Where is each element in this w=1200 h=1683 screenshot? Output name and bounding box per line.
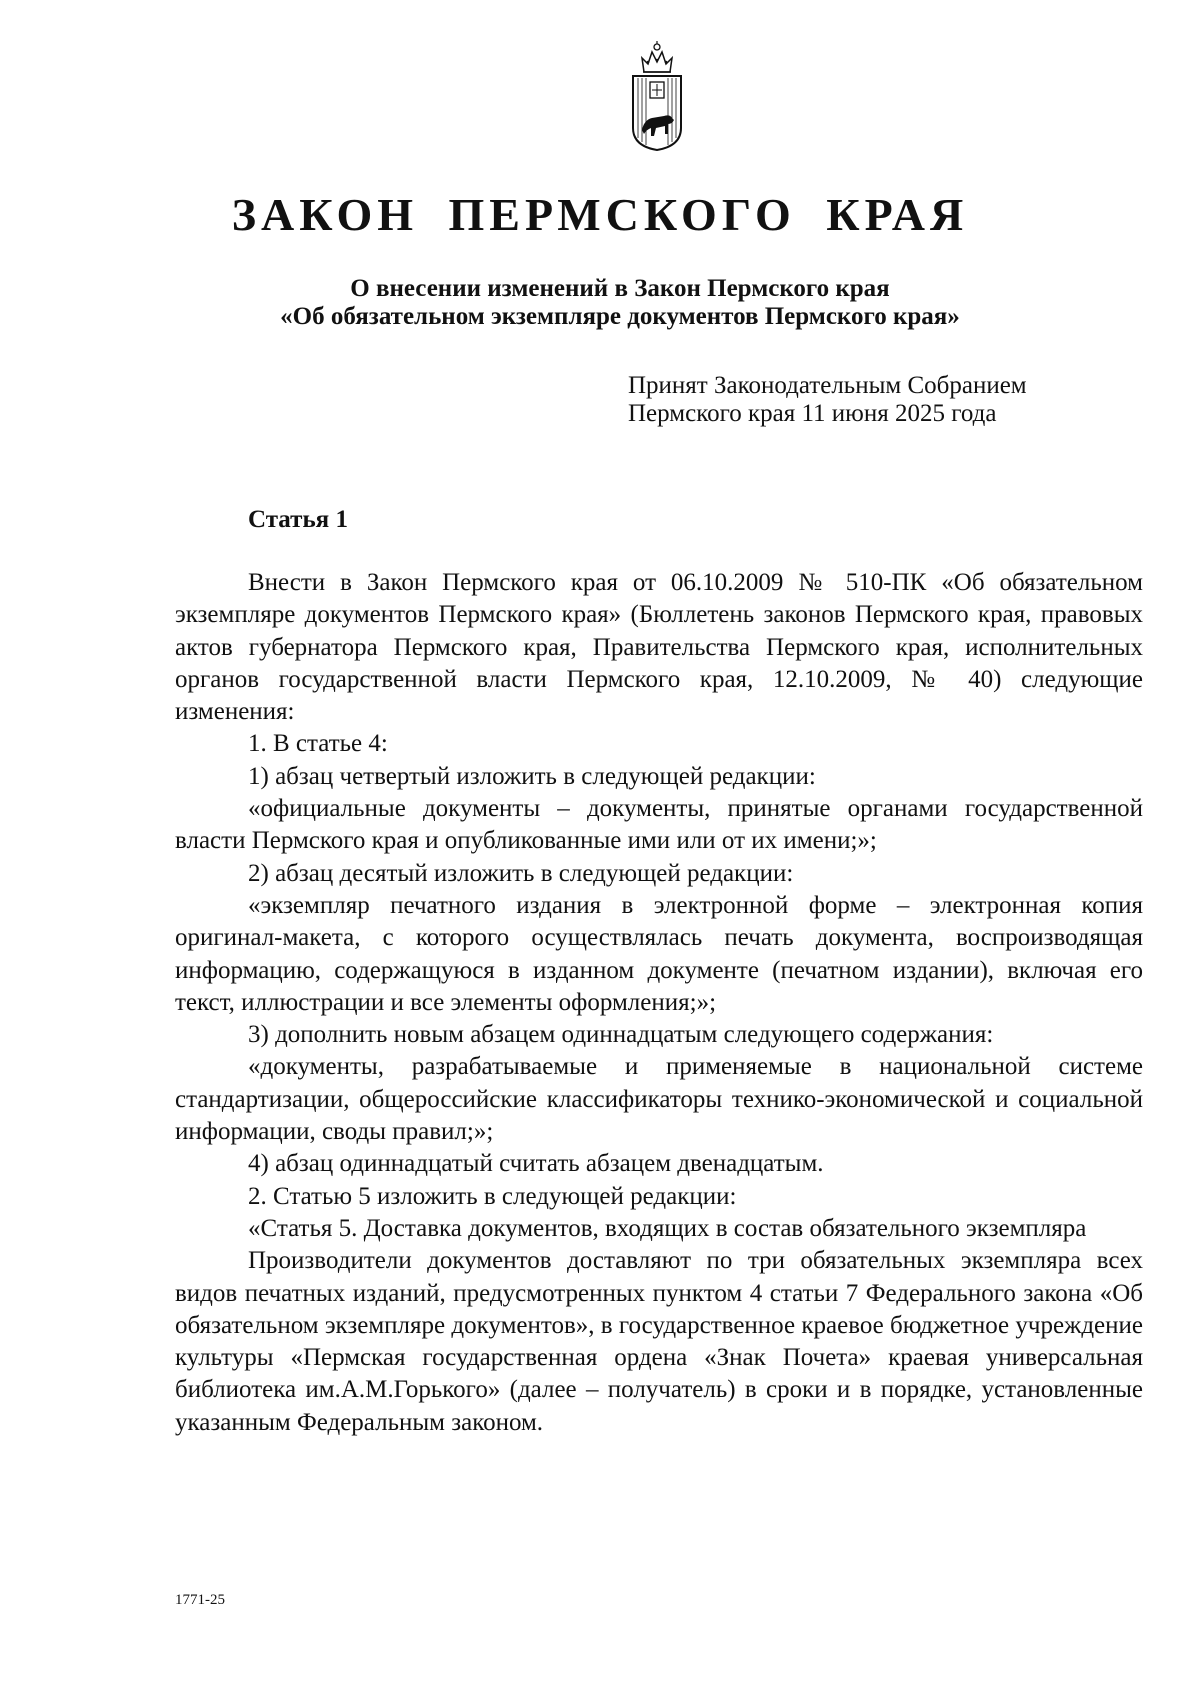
paragraph: 2. Статью 5 изложить в следующей редакции:: [248, 1182, 737, 1210]
article-body: [175, 567, 1143, 1439]
paragraph: 4) абзац одиннадцатый считать абзацем двенадцатым.: [248, 1150, 824, 1178]
law-subtitle: [0, 275, 1200, 331]
paragraph: «Статья 5. Доставка документов, входящих в состав обязательного экземпляра: [248, 1214, 1087, 1242]
paragraph: 1) абзац четвертый изложить в следующей редакции:: [248, 762, 816, 790]
paragraph: 1. В статье 4:: [248, 730, 388, 758]
paragraph: «официальные документы – документы, принятые органами государственной власти Пермского края и опубликованные ими или от их имени;»;: [175, 795, 1143, 855]
paragraph: «экземпляр печатного издания в электронной форме – электронная копия оригинал-макета, с которого осуществлялась печать документа, воспроизводящая информацию, содержащуюся в изданном документе (печатном издании), включая его текст, иллюстрации и все элементы оформления;»;: [175, 891, 1143, 1016]
document-code: 1771-25: [175, 1592, 225, 1608]
adoption-line-2: Пермского края 11 июня 2025 года: [628, 400, 997, 427]
paragraph: Внести в Закон Пермского края от 06.10.2009 № 510-ПК «Об обязательном экземпляре документов Пермского края» (Бюллетень законов Пермского края, правовых актов губернатора Пермского края, Правительства Пермского края, исполнительных органов государственной власти Пермского края, 12.10.2009, № 40) следующие изменения:: [175, 569, 1143, 726]
paragraph: 3) дополнить новым абзацем одиннадцатым следующего содержания:: [248, 1021, 994, 1049]
subtitle-line-2: «Об обязательном экземпляре документов Пермского края»: [280, 303, 960, 330]
paragraph: «документы, разрабатываемые и применяемые в национальной системе стандартизации, общероссийские классификаторы технико-экономической и социальной информации, своды правил;»;: [175, 1053, 1143, 1146]
paragraph: Производители документов доставляют по три обязательных экземпляра всех видов печатных изданий, предусмотренных пунктом 4 статьи 7 Федерального закона «Об обязательном экземпляре документов», в государственное краевое бюджетное учреждение культуры «Пермская государственная ордена «Знак Почета» краевая универсальная библиотека им.А.М.Горького» (далее – получатель) в сроки и в порядке, установленные указанным Федеральным законом.: [175, 1247, 1143, 1436]
law-title: ЗАКОН ПЕРМСКОГО КРАЯ: [231, 189, 969, 240]
paragraph: 2) абзац десятый изложить в следующей редакции:: [248, 859, 794, 887]
adoption-note: [628, 372, 1027, 428]
article-title: Статья 1: [248, 506, 348, 533]
perm-krai-coat-of-arms-icon: [628, 40, 686, 152]
adoption-line-1: Принят Законодательным Собранием: [628, 372, 1027, 399]
subtitle-line-1: О внесении изменений в Закон Пермского края: [350, 275, 890, 302]
